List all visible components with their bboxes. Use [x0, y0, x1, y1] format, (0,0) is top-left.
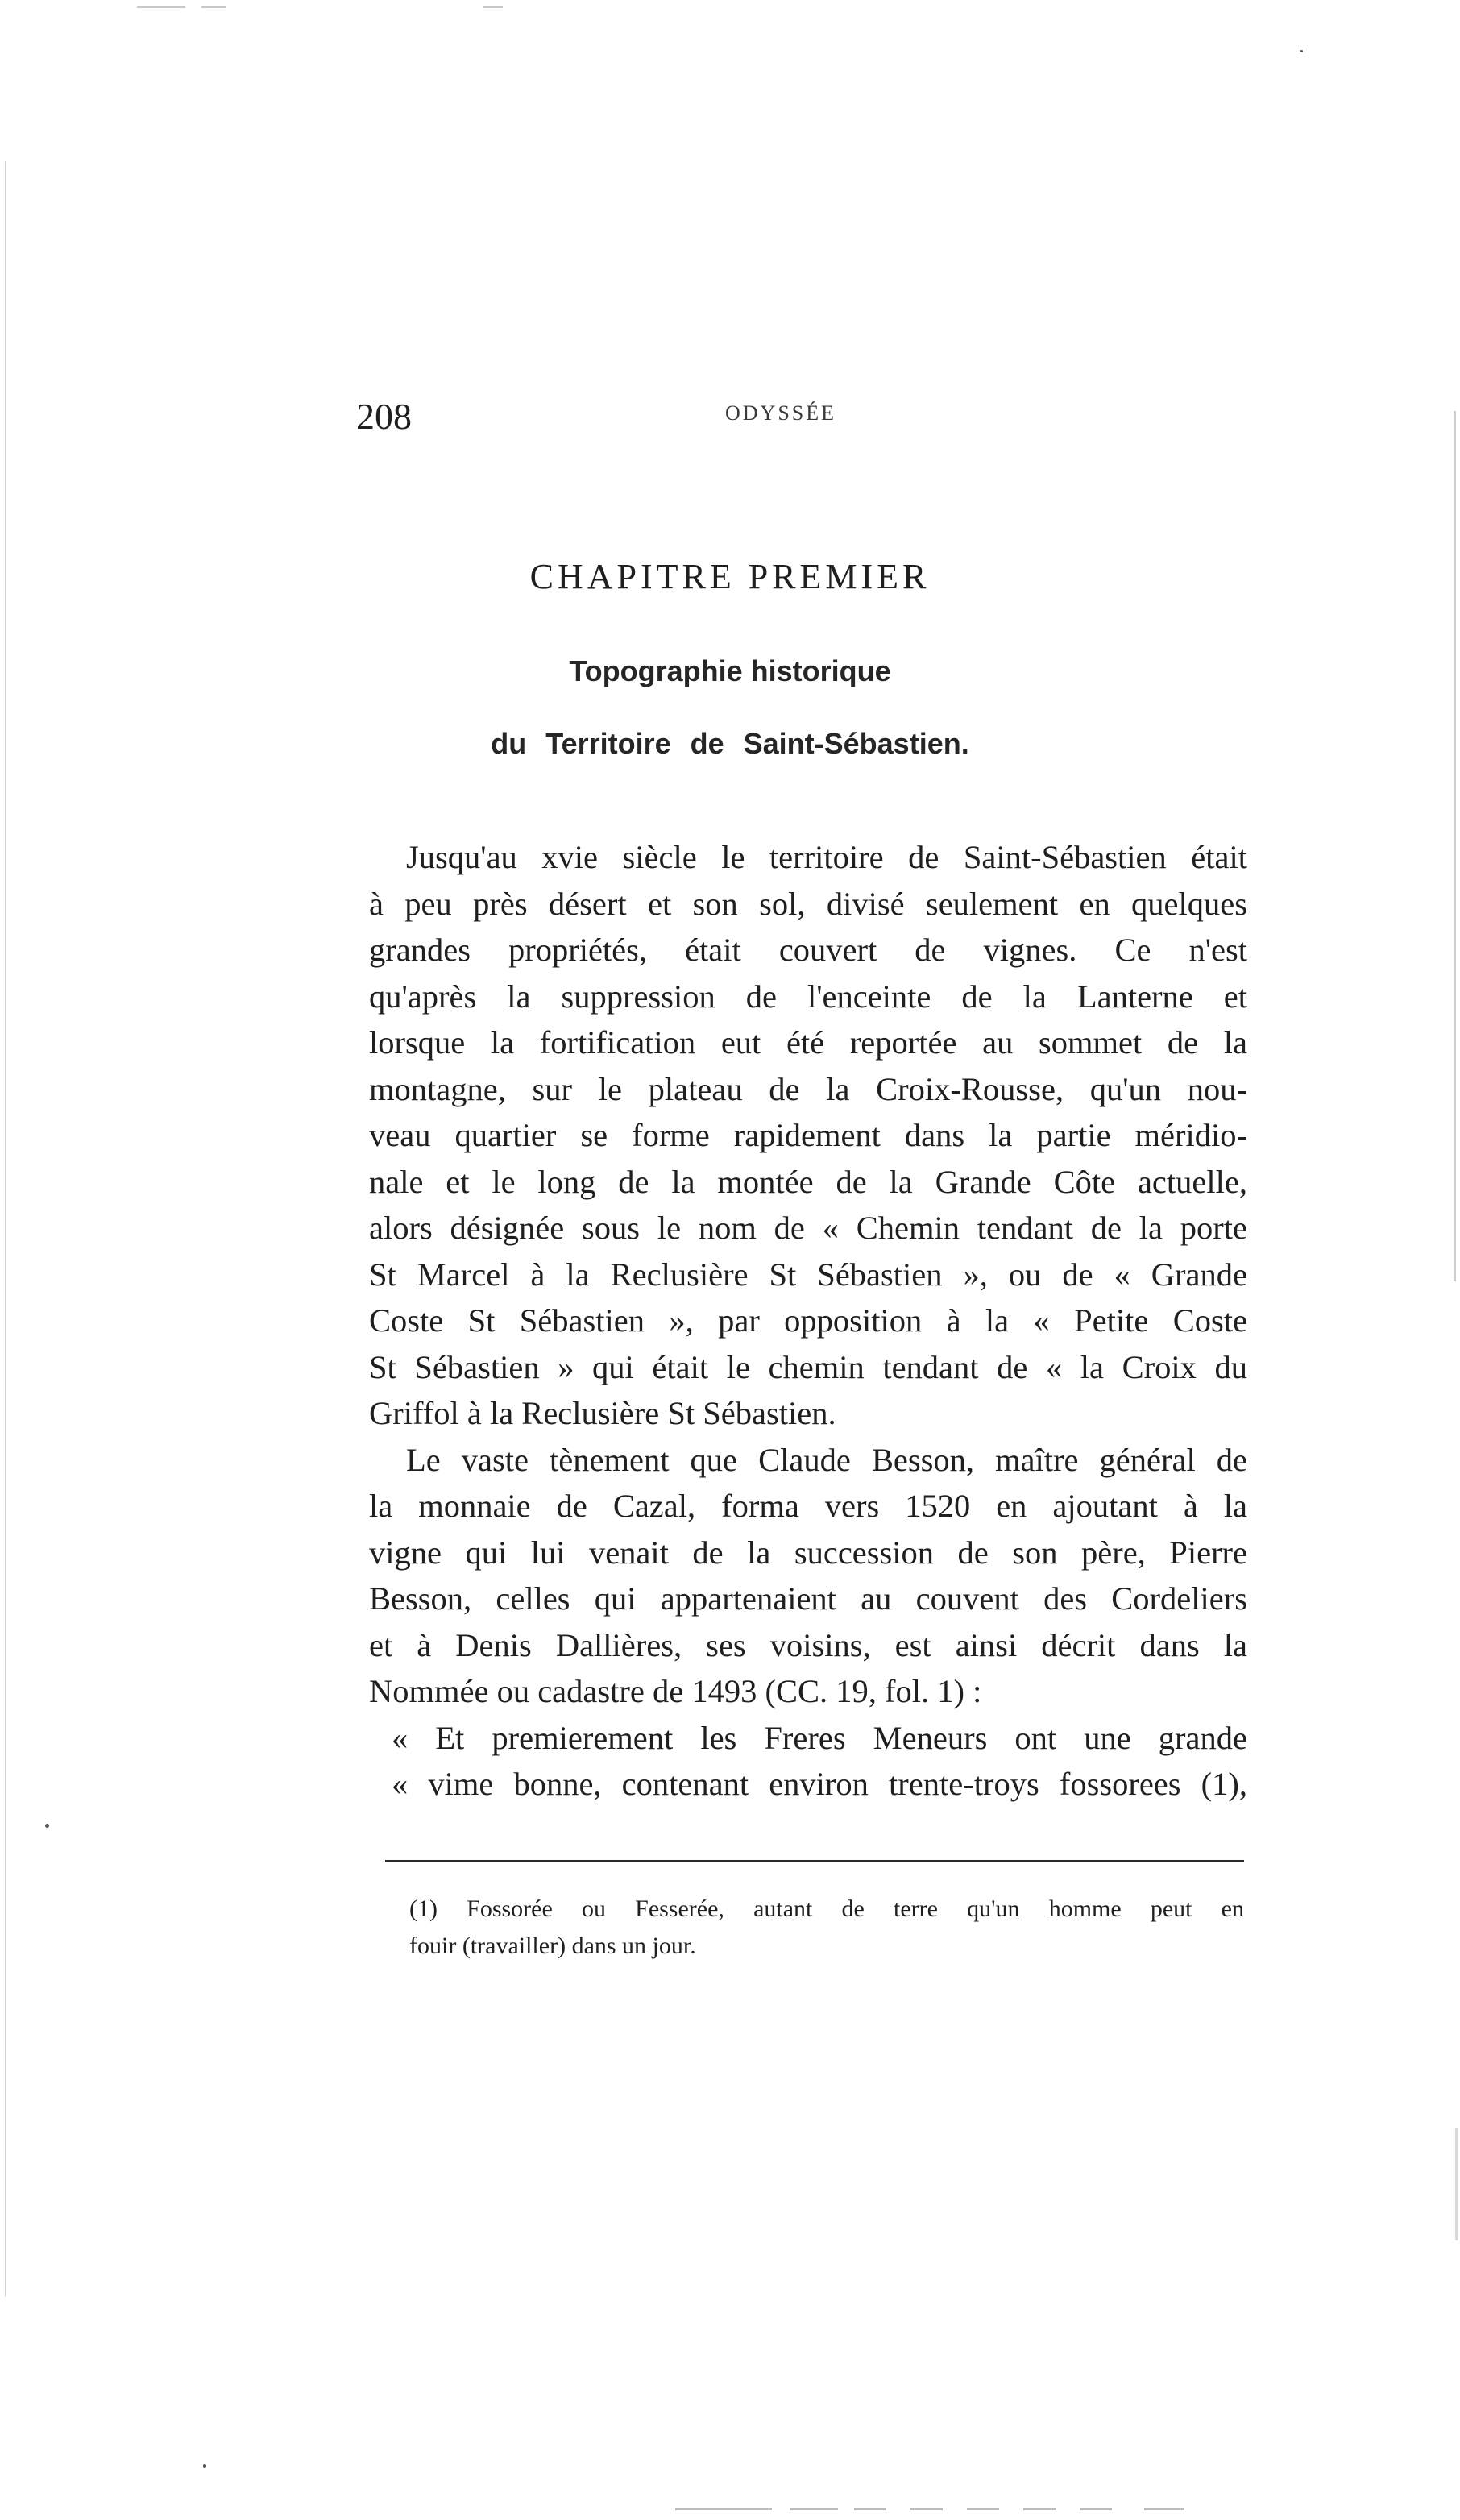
scan-edge-right	[1454, 411, 1456, 1281]
body-line: la monnaie de Cazal, forma vers 1520 en ajoutant à la	[369, 1488, 1247, 1524]
body-line: veau quartier se forme rapidement dans la partie méridio-	[369, 1117, 1247, 1153]
body-line: « vime bonne, contenant environ trente-troys fossorees (1),	[392, 1766, 1247, 1802]
body-line: qu'après la suppression de l'enceinte de la Lanterne et	[369, 978, 1247, 1015]
footnote-line: fouir (travailler) dans un jour.	[409, 1933, 696, 1959]
footnote-rule	[385, 1860, 1244, 1862]
body-line: « Et premierement les Freres Meneurs ont une grande	[392, 1719, 1247, 1756]
page-header	[0, 395, 1460, 443]
body-line: St Marcel à la Reclusière St Sébastien », ou de « Grande	[369, 1256, 1247, 1293]
scan-mark-bottom	[1080, 2508, 1112, 2510]
ink-speck	[45, 1824, 49, 1828]
scan-mark-bottom	[854, 2508, 886, 2510]
ink-speck	[1300, 50, 1303, 52]
scan-edge-right-lower	[1455, 2128, 1458, 2240]
body-line: vigne qui lui venait de la succession de son père, Pierre	[369, 1534, 1247, 1571]
body-line: Besson, celles qui appartenaient au couvent des Cordeliers	[369, 1580, 1247, 1617]
scan-mark-top	[201, 6, 226, 8]
scan-edge-left	[5, 161, 6, 2297]
body-line: St Sébastien » qui était le chemin tendant de « la Croix du	[369, 1348, 1247, 1385]
body-text	[369, 834, 1247, 1808]
body-line: Jusqu'au xvie siècle le territoire de Saint-Sébastien était	[406, 839, 1247, 875]
body-line: et à Denis Dallières, ses voisins, est ainsi décrit dans la	[369, 1626, 1247, 1663]
ink-speck	[203, 2464, 206, 2468]
scan-mark-bottom	[1144, 2508, 1184, 2510]
chapter-subtitle-line-1: Topographie historique	[569, 654, 891, 687]
body-line: lorsque la fortification eut été reportée au sommet de la	[369, 1024, 1247, 1061]
scan-mark-bottom	[790, 2508, 838, 2510]
scan-mark-bottom	[675, 2508, 772, 2510]
scan-mark-top	[137, 6, 185, 8]
page-number: 208	[356, 396, 412, 437]
chapter-subtitle-line-2	[0, 727, 1460, 761]
footnote-line: (1) Fossorée ou Fesserée, autant de terre qu'un homme peut en	[409, 1895, 1244, 1922]
body-line: Griffol à la Reclusière St Sébastien.	[369, 1395, 836, 1431]
scan-mark-bottom	[967, 2508, 999, 2510]
scan-mark-bottom	[1023, 2508, 1056, 2510]
body-line: à peu près désert et son sol, divisé seulement en quelques	[369, 885, 1247, 922]
body-line: alors désignée sous le nom de « Chemin tendant de la porte	[369, 1210, 1247, 1246]
chapter-subtitle-line-2-text: du Territoire de Saint-Sébastien.	[491, 727, 969, 760]
body-line: grandes propriétés, était couvert de vignes. Ce n'est	[369, 932, 1247, 968]
footnote	[409, 1891, 1244, 1965]
body-line: Le vaste tènement que Claude Besson, maître général de	[406, 1441, 1247, 1478]
scan-mark-top	[483, 6, 503, 8]
body-line: nale et le long de la montée de la Grande Côte actuelle,	[369, 1163, 1247, 1200]
scan-mark-bottom	[910, 2508, 943, 2510]
chapter-title: CHAPITRE PREMIER	[529, 557, 931, 596]
body-line: montagne, sur le plateau de la Croix-Rousse, qu'un nou-	[369, 1070, 1247, 1107]
body-line: Coste St Sébastien », par opposition à la « Petite Coste	[369, 1302, 1247, 1339]
body-line: Nommée ou cadastre de 1493 (CC. 19, fol. 1) :	[369, 1673, 982, 1709]
running-head: ODYSSÉE	[725, 401, 837, 425]
